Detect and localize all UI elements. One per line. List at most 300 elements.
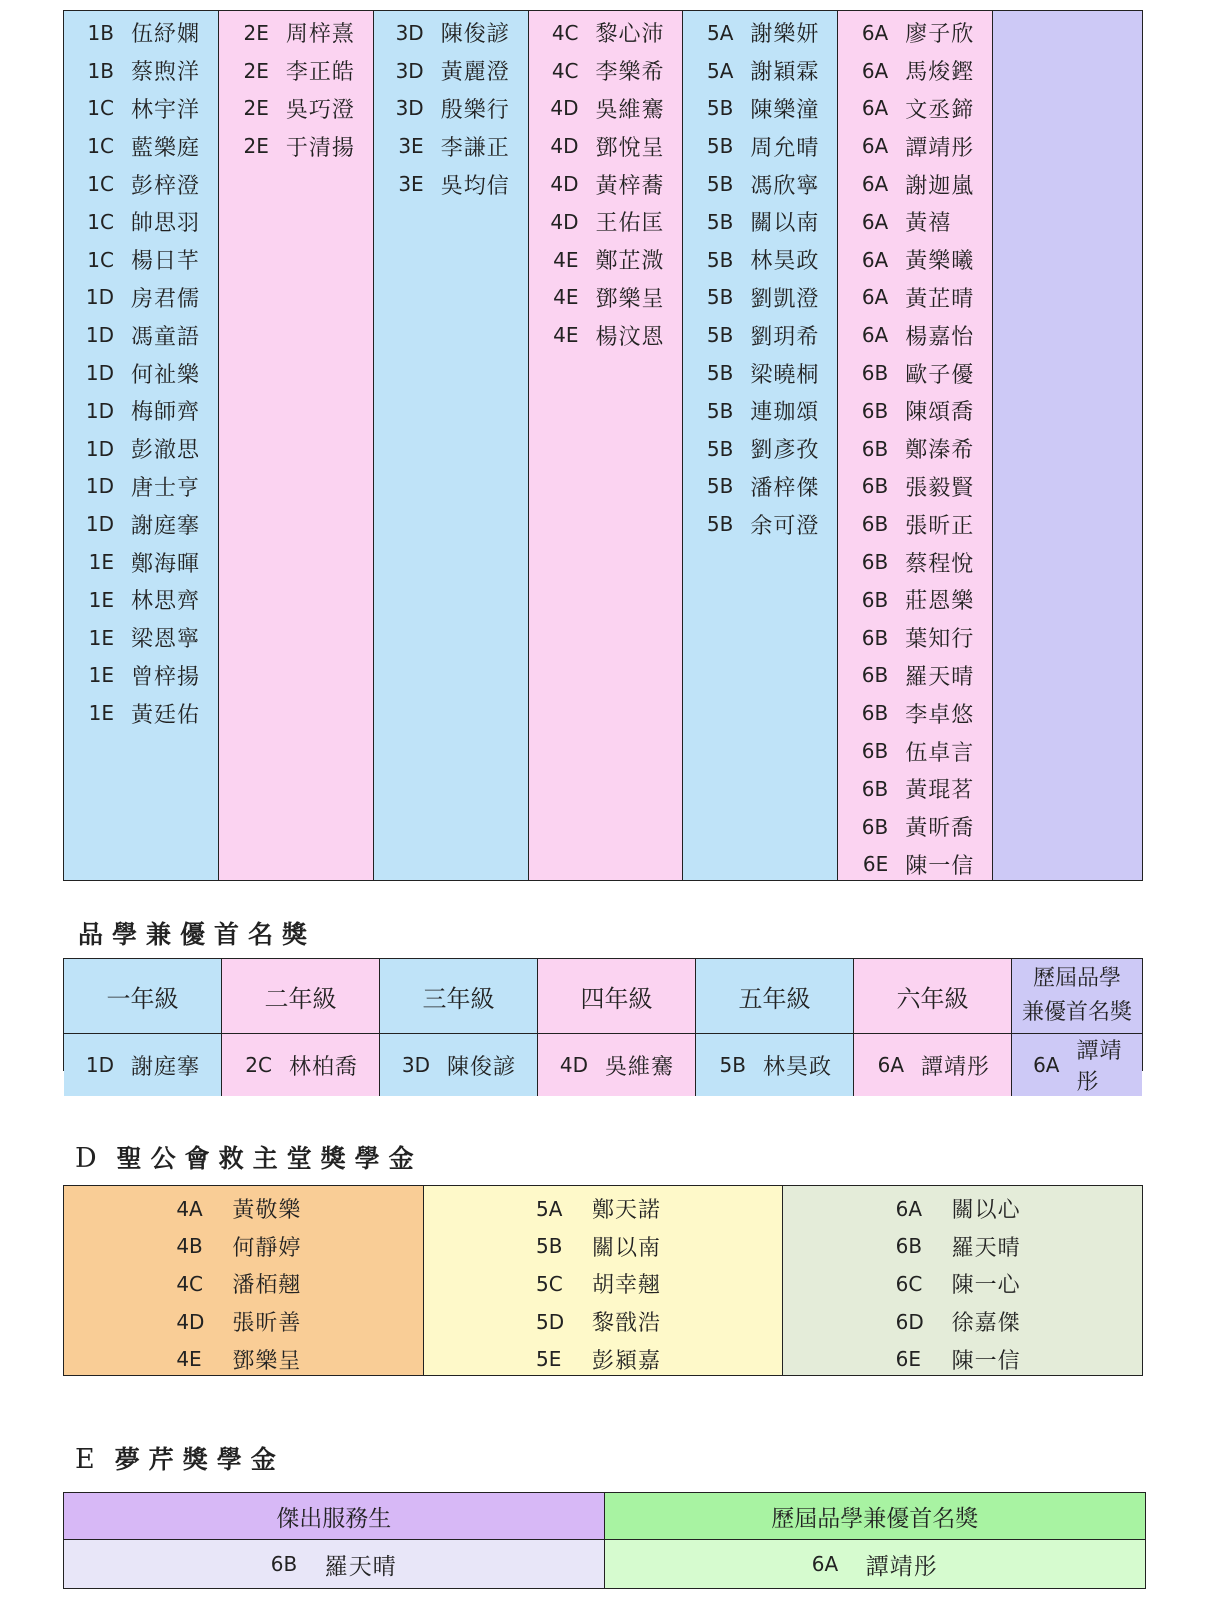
list-item: [64, 1190, 423, 1228]
student-name: 梁曉桐: [750, 362, 820, 388]
class-code: 1D: [85, 474, 114, 499]
class-code: 4C: [551, 20, 579, 45]
class-code: 1C: [87, 209, 114, 234]
list-item: [374, 165, 528, 203]
class-code: 1C: [87, 172, 114, 197]
class-code: 6D: [895, 1309, 924, 1334]
student-name: 余可澄: [750, 513, 820, 539]
list-item: [838, 241, 992, 279]
list-item: [424, 1303, 783, 1341]
class-code: 5B: [706, 172, 734, 197]
list-item: [64, 52, 218, 90]
class-code: 6E: [862, 852, 889, 877]
class-code: 3D: [401, 1053, 430, 1077]
class-code: 6A: [895, 1196, 923, 1221]
student-name: 李卓悠: [905, 702, 975, 728]
top-student-award-heading: [78, 915, 316, 951]
class-code: 2E: [243, 58, 269, 83]
list-item: [838, 581, 992, 619]
list-item: [64, 165, 218, 203]
e-scholarship-table: [63, 1492, 1146, 1589]
list-item: [683, 14, 837, 52]
class-code: 6A: [1033, 1053, 1060, 1077]
class-code: 4D: [559, 1053, 588, 1077]
class-code: 4C: [551, 58, 579, 83]
list-item: [683, 279, 837, 317]
class-code: 6A: [877, 1053, 904, 1077]
student-name: 鄧樂呈: [595, 286, 665, 312]
student-name: 羅天晴: [951, 1235, 1021, 1261]
award-list-column: [683, 11, 838, 880]
list-item: [783, 1228, 1142, 1266]
student-name: 謝庭搴: [131, 1054, 201, 1080]
class-code: 6A: [861, 209, 889, 234]
class-code: 6B: [861, 436, 889, 461]
class-code: 5D: [536, 1309, 565, 1334]
d-scholarship-title: 聖公會救主堂獎學金: [116, 1144, 423, 1173]
student-name: 黃梓蕎: [595, 173, 665, 199]
list-item: [529, 14, 683, 52]
grade-header-label: 二年級: [264, 984, 337, 1013]
award-list-column: [219, 11, 374, 880]
list-item: [64, 241, 218, 279]
student-name: 藍樂庭: [131, 135, 201, 161]
class-code: 1D: [85, 436, 114, 461]
student-name: 馮童語: [131, 324, 201, 350]
list-item: [683, 52, 837, 90]
list-item: [64, 694, 218, 732]
grade-header-label: 兼優首名獎: [1021, 1000, 1132, 1025]
student-name: 吳維騫: [595, 97, 665, 123]
class-code: 6A: [861, 96, 889, 121]
student-name: 陳俊諺: [447, 1054, 517, 1080]
class-code: 6A: [861, 285, 889, 310]
class-code: 6B: [270, 1552, 298, 1576]
grade-header: [380, 959, 538, 1034]
list-item: [838, 203, 992, 241]
student-name: 彭梓澄: [131, 173, 201, 199]
list-item: [838, 468, 992, 506]
student-name: 黃芷晴: [905, 286, 975, 312]
list-item: [64, 279, 218, 317]
list-item: [783, 1190, 1142, 1228]
student-name: 何祉樂: [131, 362, 201, 388]
student-name: 蔡煦洋: [131, 60, 201, 86]
list-item: [424, 1340, 783, 1378]
list-item: [64, 468, 218, 506]
student-name: 廖子欣: [905, 22, 975, 48]
class-code: 1D: [85, 512, 114, 537]
list-item: [683, 392, 837, 430]
class-code: 5B: [706, 398, 734, 423]
grade-header: [696, 959, 854, 1034]
class-code: 5B: [719, 1053, 746, 1077]
top-student-award-title: 品學兼優首名獎: [78, 920, 317, 949]
grade-header: [538, 959, 696, 1034]
student-name: 黃禧: [905, 211, 952, 237]
grade-header: [64, 959, 222, 1034]
class-code: 6A: [861, 172, 889, 197]
class-code: 5B: [706, 361, 734, 386]
e-scholarship-title: 夢芹獎學金: [114, 1445, 285, 1474]
class-code: 6B: [861, 512, 889, 537]
student-name: 陳一心: [951, 1273, 1021, 1299]
class-code: 1D: [85, 1053, 114, 1077]
section-letter-d: D: [75, 1143, 97, 1174]
class-code: 2E: [243, 96, 269, 121]
student-name: 謝庭搴: [131, 513, 201, 539]
list-item: [683, 505, 837, 543]
student-name: 譚靖彤: [921, 1054, 991, 1080]
class-code: 3D: [395, 96, 424, 121]
list-item: [683, 316, 837, 354]
list-item: [64, 203, 218, 241]
student-name: 何靜婷: [232, 1235, 302, 1261]
student-name: 彭澈思: [131, 438, 201, 464]
class-code: 6A: [811, 1552, 839, 1576]
student-name: 林思齊: [131, 589, 201, 615]
class-code: 5B: [536, 1234, 563, 1259]
student-name: 關以心: [951, 1198, 1021, 1224]
scholarship-column: [783, 1186, 1142, 1375]
class-code: 1E: [88, 663, 114, 688]
class-code: 6B: [861, 814, 889, 839]
student-name: 曾梓揚: [131, 664, 201, 690]
class-code: 1C: [87, 96, 114, 121]
class-code: 3D: [395, 20, 424, 45]
class-code: 4E: [553, 285, 579, 310]
list-item: [64, 90, 218, 128]
student-name: 李正皓: [285, 60, 355, 86]
class-code: 4D: [550, 134, 579, 159]
class-code: 4D: [550, 96, 579, 121]
student-name: 黎心沛: [595, 22, 665, 48]
class-code: 6B: [861, 550, 889, 575]
class-code: 5C: [536, 1271, 563, 1296]
student-name: 劉凱澄: [750, 286, 820, 312]
grade-header-label: 六年級: [896, 984, 969, 1013]
class-code: 6E: [895, 1347, 922, 1372]
student-name: 黎戩浩: [592, 1311, 662, 1337]
grade-header: [854, 959, 1012, 1034]
student-name: 徐嘉傑: [951, 1311, 1021, 1337]
student-name: 潘梓傑: [750, 475, 820, 501]
class-code: 5B: [706, 209, 734, 234]
student-name: 周梓熹: [285, 22, 355, 48]
list-item: [64, 657, 218, 695]
class-code: 5A: [706, 58, 734, 83]
student-name: 譚靖彤: [865, 1553, 938, 1580]
class-code: 6B: [895, 1234, 923, 1259]
top-student-cell: [64, 1034, 222, 1096]
class-code: 6A: [861, 323, 889, 348]
grade-header-label: 四年級: [580, 984, 653, 1013]
class-code: 5B: [706, 134, 734, 159]
outstanding-service-header-label: 傑出服務生: [276, 1505, 392, 1532]
class-code: 1C: [87, 134, 114, 159]
class-code: 1B: [87, 20, 114, 45]
student-name: 張毅賢: [905, 475, 975, 501]
student-name: 伍卓言: [905, 740, 975, 766]
list-item: [64, 1303, 423, 1341]
list-item: [374, 52, 528, 90]
student-name: 潘栢翹: [232, 1273, 302, 1299]
list-item: [64, 316, 218, 354]
class-code: 1C: [87, 247, 114, 272]
student-name: 黃昕喬: [905, 816, 975, 842]
class-code: 6B: [861, 361, 889, 386]
student-name: 鄭溱希: [905, 438, 975, 464]
list-item: [683, 468, 837, 506]
list-item: [838, 657, 992, 695]
list-item: [838, 354, 992, 392]
list-item: [683, 127, 837, 165]
list-item: [838, 808, 992, 846]
student-name: 吳巧澄: [285, 97, 355, 123]
list-item: [683, 165, 837, 203]
list-item: [374, 14, 528, 52]
list-item: [219, 52, 373, 90]
grade-header-label: 三年級: [422, 984, 495, 1013]
class-code: 2E: [243, 134, 269, 159]
list-item: [64, 430, 218, 468]
class-code: 6B: [861, 474, 889, 499]
class-code: 1E: [88, 550, 114, 575]
list-item: [219, 90, 373, 128]
list-item: [529, 90, 683, 128]
list-item: [683, 90, 837, 128]
list-item: [64, 1340, 423, 1378]
class-code: 4E: [553, 247, 579, 272]
student-name: 帥思羽: [131, 211, 201, 237]
class-code: 5B: [706, 323, 734, 348]
top-student-cell: [222, 1034, 380, 1096]
list-item: [219, 14, 373, 52]
student-name: 馮欣寧: [750, 173, 820, 199]
student-name: 陳俊諺: [440, 22, 510, 48]
class-code: 3E: [398, 172, 424, 197]
class-code: 5B: [706, 512, 734, 537]
list-item: [783, 1303, 1142, 1341]
student-name: 連珈頌: [750, 400, 820, 426]
list-item: [838, 52, 992, 90]
award-list-table: [63, 10, 1143, 881]
class-code: 6A: [861, 134, 889, 159]
student-name: 鄧樂呈: [232, 1348, 302, 1374]
list-item: [64, 354, 218, 392]
list-item: [529, 279, 683, 317]
student-name: 文丞鍗: [905, 97, 975, 123]
class-code: 6B: [861, 625, 889, 650]
section-letter-e: E: [75, 1444, 95, 1475]
class-code: 1E: [88, 587, 114, 612]
past-top-student-header-label: 歷屆品學兼優首名獎: [771, 1505, 979, 1532]
grade-header-label: 歷屆品學: [1032, 966, 1121, 991]
student-name: 梅師齊: [131, 400, 201, 426]
list-item: [529, 165, 683, 203]
student-name: 林宇洋: [131, 97, 201, 123]
scholarship-column: [64, 1186, 424, 1375]
list-item: [424, 1265, 783, 1303]
list-item: [838, 732, 992, 770]
student-name: 葉知行: [905, 627, 975, 653]
list-item: [64, 1228, 423, 1266]
list-item: [64, 127, 218, 165]
award-list-column: [993, 11, 1142, 880]
list-item: [838, 619, 992, 657]
class-code: 4E: [176, 1347, 202, 1372]
grade-header: [1012, 959, 1142, 1034]
student-name: 關以南: [750, 211, 820, 237]
student-name: 鄭天諾: [592, 1198, 662, 1224]
student-name: 黃敬樂: [232, 1198, 302, 1224]
class-code: 1E: [88, 625, 114, 650]
student-name: 吳均信: [440, 173, 510, 199]
class-code: 4A: [176, 1196, 203, 1221]
top-student-cell: [380, 1034, 538, 1096]
list-item: [64, 14, 218, 52]
student-name: 羅天晴: [324, 1553, 397, 1580]
list-item: [838, 430, 992, 468]
top-student-cell: [854, 1034, 1012, 1096]
class-code: 1E: [88, 701, 114, 726]
top-student-cell: [696, 1034, 854, 1096]
list-item: [783, 1265, 1142, 1303]
award-list-column: [374, 11, 529, 880]
student-name: 楊日芊: [131, 249, 201, 275]
student-name: 李謙正: [440, 135, 510, 161]
list-item: [838, 127, 992, 165]
past-top-student-winner: [605, 1540, 1146, 1588]
student-name: 黃琨茗: [905, 778, 975, 804]
grade-header: [222, 959, 380, 1034]
student-name: 鄧悅呈: [595, 135, 665, 161]
list-item: [64, 619, 218, 657]
class-code: 5E: [536, 1347, 562, 1372]
list-item: [64, 505, 218, 543]
list-item: [529, 52, 683, 90]
student-name: 李樂希: [595, 60, 665, 86]
class-code: 5B: [706, 436, 734, 461]
student-name: 劉玥希: [750, 324, 820, 350]
grade-header-label: 一年級: [106, 984, 179, 1013]
student-name: 房君儒: [131, 286, 201, 312]
list-item: [64, 581, 218, 619]
student-name: 劉彥孜: [750, 438, 820, 464]
student-name: 楊嘉怡: [905, 324, 975, 350]
student-name: 吳維騫: [605, 1054, 675, 1080]
student-name: 謝迦嵐: [905, 173, 975, 199]
student-name: 譚靖彤: [905, 135, 975, 161]
student-name: 謝樂妍: [750, 22, 820, 48]
class-code: 5B: [706, 285, 734, 310]
class-code: 1B: [87, 58, 114, 83]
student-name: 林昊政: [750, 249, 820, 275]
class-code: 6B: [861, 701, 889, 726]
award-list-column: [64, 11, 219, 880]
list-item: [838, 505, 992, 543]
class-code: 6B: [861, 739, 889, 764]
e-scholarship-heading: [75, 1440, 285, 1476]
list-item: [838, 694, 992, 732]
list-item: [374, 127, 528, 165]
list-item: [529, 203, 683, 241]
student-name: 胡幸翹: [592, 1273, 662, 1299]
student-name: 關以南: [592, 1235, 662, 1261]
student-name: 黃樂曦: [905, 249, 975, 275]
class-code: 3E: [398, 134, 424, 159]
student-name: 鄭海暉: [131, 551, 201, 577]
student-name: 楊汶恩: [595, 324, 665, 350]
list-item: [424, 1190, 783, 1228]
student-name: 伍紓嫻: [131, 22, 201, 48]
top-student-award-table: [63, 958, 1143, 1095]
student-name: 陳一信: [951, 1348, 1021, 1374]
list-item: [838, 846, 992, 884]
class-code: 4E: [553, 323, 579, 348]
outstanding-service-winner: [64, 1540, 605, 1588]
d-scholarship-table: [63, 1185, 1143, 1376]
student-name: 周允晴: [750, 135, 820, 161]
list-item: [529, 127, 683, 165]
class-code: 5A: [536, 1196, 563, 1221]
class-code: 4C: [176, 1271, 204, 1296]
list-item: [838, 14, 992, 52]
list-item: [219, 127, 373, 165]
student-name: 于清揚: [285, 135, 355, 161]
student-name: 馬焌鏗: [905, 60, 975, 86]
student-name: 蔡程悅: [905, 551, 975, 577]
class-code: 5B: [706, 247, 734, 272]
class-code: 5B: [706, 474, 734, 499]
list-item: [838, 279, 992, 317]
scholarship-column: [424, 1186, 784, 1375]
list-item: [64, 1265, 423, 1303]
list-item: [838, 392, 992, 430]
student-name: 陳樂潼: [750, 97, 820, 123]
class-code: 3D: [395, 58, 424, 83]
list-item: [838, 543, 992, 581]
student-name: 王佑匡: [595, 211, 665, 237]
student-name: 唐士亨: [131, 475, 201, 501]
list-item: [783, 1340, 1142, 1378]
class-code: 1D: [85, 323, 114, 348]
top-student-cell: [1012, 1034, 1142, 1096]
student-name: 譚靖彤: [1076, 1039, 1123, 1095]
student-name: 鄭芷溦: [595, 249, 665, 275]
student-name: 黃麗澄: [440, 60, 510, 86]
student-name: 陳頌喬: [905, 400, 975, 426]
list-item: [683, 430, 837, 468]
class-code: 6B: [861, 776, 889, 801]
list-item: [683, 354, 837, 392]
class-code: 6B: [861, 398, 889, 423]
grade-header-label: 五年級: [738, 984, 811, 1013]
list-item: [64, 543, 218, 581]
student-name: 彭潁嘉: [592, 1348, 662, 1374]
class-code: 5B: [706, 96, 734, 121]
student-name: 殷樂行: [440, 97, 510, 123]
class-code: 5A: [706, 20, 734, 45]
student-name: 黃廷佑: [131, 702, 201, 728]
class-code: 1D: [85, 361, 114, 386]
list-item: [838, 90, 992, 128]
list-item: [529, 316, 683, 354]
student-name: 謝穎霖: [750, 60, 820, 86]
top-student-cell: [538, 1034, 696, 1096]
class-code: 4D: [550, 209, 579, 234]
past-top-student-header: [605, 1493, 1146, 1540]
